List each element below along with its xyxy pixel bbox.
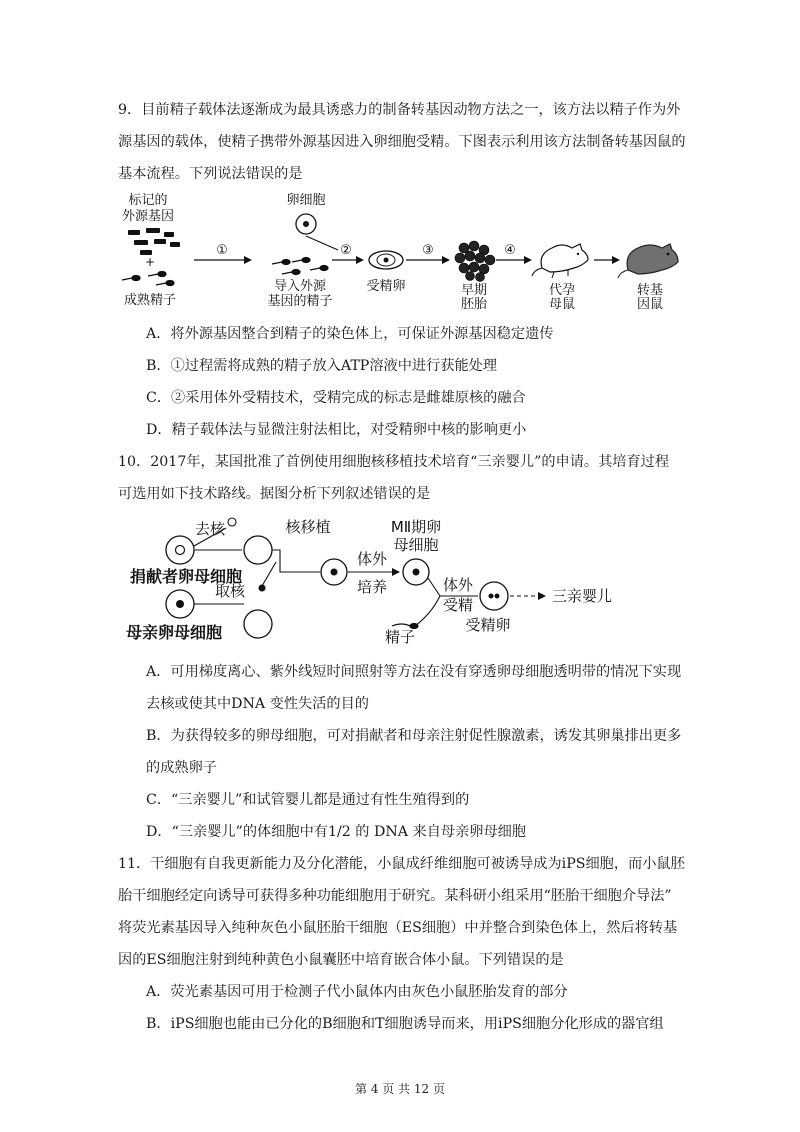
label-surrogate-mouse: 代孕	[548, 283, 576, 298]
q9-stem-line: 基本流程。下列说法错误的是	[118, 166, 303, 182]
q9-figure	[110, 190, 700, 312]
label-donor-oocyte: 捐献者卵母细胞	[129, 567, 243, 586]
q10-figure	[120, 512, 640, 646]
removed-nucleus-icon	[228, 518, 236, 526]
label-early-embryo: 胚胎	[460, 297, 488, 312]
arrow-egg-down	[306, 236, 338, 250]
label-mature-sperm: 成熟精子	[123, 293, 177, 308]
gene-fragments-icon	[128, 228, 180, 255]
q9-stem-line: 源基因的载体，使精子携带外源基因进入卵细胞受精。下图表示利用该方法制备转基因鼠的	[118, 134, 686, 150]
label-take-nucleus: 取核	[214, 582, 246, 600]
arrowhead-icon	[612, 256, 620, 264]
q9-option-a	[146, 318, 686, 350]
step-4: ④	[504, 243, 516, 258]
label-sperm-with-gene: 导入外源	[273, 279, 327, 294]
q9-stem	[118, 94, 684, 190]
option-text: D．精子载体法与显微注射法相比，对受精卵中核的影响更小	[146, 422, 527, 438]
label-in-vitro-fertilization: 体外	[442, 576, 474, 594]
early-embryo-icon	[455, 241, 495, 282]
page-number: 第 4 页 共 12 页	[355, 1082, 445, 1096]
label-three-parent-baby: 三亲婴儿	[552, 587, 613, 605]
arrowhead-icon	[356, 256, 364, 264]
option-text: A．荧光素基因可用于检测子代小鼠体内由灰色小鼠胚胎发育的部分	[146, 984, 568, 1000]
option-text: D．“三亲婴儿”的体细胞中有1/2 的 DNA 来自母亲卵母细胞	[146, 824, 527, 840]
remaining-cell-icon	[244, 610, 272, 638]
q10-option-c	[146, 784, 686, 816]
arrowhead-icon	[392, 568, 400, 576]
sperm-icon	[122, 272, 174, 286]
option-text: 去核或使其中DNA 变性失活的目的	[146, 696, 369, 712]
label-zygote: 受精卵	[465, 616, 511, 634]
arrowhead-icon	[524, 256, 532, 264]
option-text: C．“三亲婴儿”和试管婴儿都是通过有性生殖得到的	[146, 792, 470, 808]
option-text: 的成熟卵子	[146, 760, 217, 776]
arrowhead-icon	[442, 256, 450, 264]
q9-option-c	[146, 382, 686, 414]
enucleated-oocyte-icon	[244, 536, 272, 564]
step-1: ①	[216, 243, 228, 258]
step-2: ②	[340, 243, 352, 258]
label-sperm-with-gene: 基因的精子	[267, 294, 333, 309]
label-marked-gene: 标记的	[128, 193, 168, 208]
label-in-vitro-culture: 培养	[356, 578, 388, 596]
label-in-vitro-fertilization: 受精	[442, 596, 474, 614]
q9-option-d	[146, 414, 686, 446]
label-mii-oocyte: MⅡ期卵	[390, 518, 442, 536]
q11-stem-line: 11．干细胞有自我更新能力及分化潜能，小鼠成纤维细胞可被诱导成为iPS细胞，而小鼠胚	[118, 856, 685, 872]
q10-stem-line: 可选用如下技术路线。据图分析下列叙述错误的是	[118, 486, 431, 502]
label-early-embryo: 早期	[460, 283, 488, 298]
q9-stem-line: 9．目前精子载体法逐渐成为最具诱惑力的制备转基因动物方法之一，该方法以精子作为外	[118, 102, 681, 118]
label-in-vitro-culture: 体外	[356, 550, 388, 568]
arrowhead-icon	[244, 256, 252, 264]
sperm-with-gene-icon	[272, 258, 328, 275]
label-nuclear-transfer: 核移植	[285, 518, 331, 536]
label-marked-gene: 外源基因	[121, 209, 175, 224]
q11-option-b	[146, 1008, 686, 1040]
q10-option-b	[146, 720, 686, 784]
label-transgenic-mouse: 转基	[636, 283, 664, 298]
q11-stem	[118, 848, 684, 976]
label-sperm: 精子	[384, 628, 416, 646]
plus-sign: +	[144, 255, 156, 269]
option-text: B．①过程需将成熟的精子放入ATP溶液中进行获能处理	[146, 358, 498, 374]
q11-stem-line: 因的ES细胞注射到纯种黄色小鼠囊胚中培育嵌合体小鼠。下列错误的是	[118, 952, 564, 968]
step-3: ③	[422, 243, 434, 258]
q10-stem-line: 10．2017年，某国批准了首例使用细胞核移植技术培育“三亲婴儿”的申请。其培育过程	[118, 454, 670, 470]
label-fertilized-egg: 受精卵	[366, 279, 406, 294]
q11-stem-line: 将荧光素基因导入纯种灰色小鼠胚胎干细胞（ES细胞）中并整合到染色体上，然后将转基	[118, 920, 678, 936]
option-text: B．为获得较多的卵母细胞，可对捐献者和母亲注射促性腺激素，诱发其卵巢排出更多	[146, 728, 682, 744]
option-text: A．将外源基因整合到精子的染色体上，可保证外源基因稳定遗传	[146, 326, 554, 342]
label-mother-oocyte: 母亲卵母细胞	[125, 623, 223, 642]
q10-option-a	[146, 656, 686, 720]
label-egg: 卵细胞	[286, 193, 326, 208]
q10-option-d	[146, 816, 686, 848]
label-enucleate: 去核	[194, 520, 226, 538]
q11-stem-line: 胎干细胞经定向诱导可获得多种功能细胞用于研究。某科研小组采用“胚胎干细胞介导法”	[118, 888, 672, 904]
q10-stem	[118, 446, 684, 510]
arrowhead-icon	[538, 592, 546, 600]
surrogate-mouse-icon	[532, 244, 588, 278]
zygote-icon	[480, 582, 508, 610]
label-surrogate-mouse: 母鼠	[548, 297, 576, 312]
label-transgenic-mouse: 因鼠	[636, 297, 664, 312]
option-text: A．可用梯度离心、紫外线短时间照射等方法在没有穿透卵母细胞透明带的情况下实现	[146, 664, 682, 680]
q11-option-a	[146, 976, 686, 1008]
transgenic-mouse-icon	[618, 244, 678, 278]
option-text: B．iPS细胞也能由已分化的B细胞和T细胞诱导而来，用iPS细胞分化形成的器官组	[146, 1016, 664, 1032]
label-mii-oocyte: 母细胞	[393, 536, 439, 554]
q9-option-b	[146, 350, 686, 382]
option-text: C．②采用体外受精技术，受精完成的标志是雌雄原核的融合	[146, 390, 526, 406]
